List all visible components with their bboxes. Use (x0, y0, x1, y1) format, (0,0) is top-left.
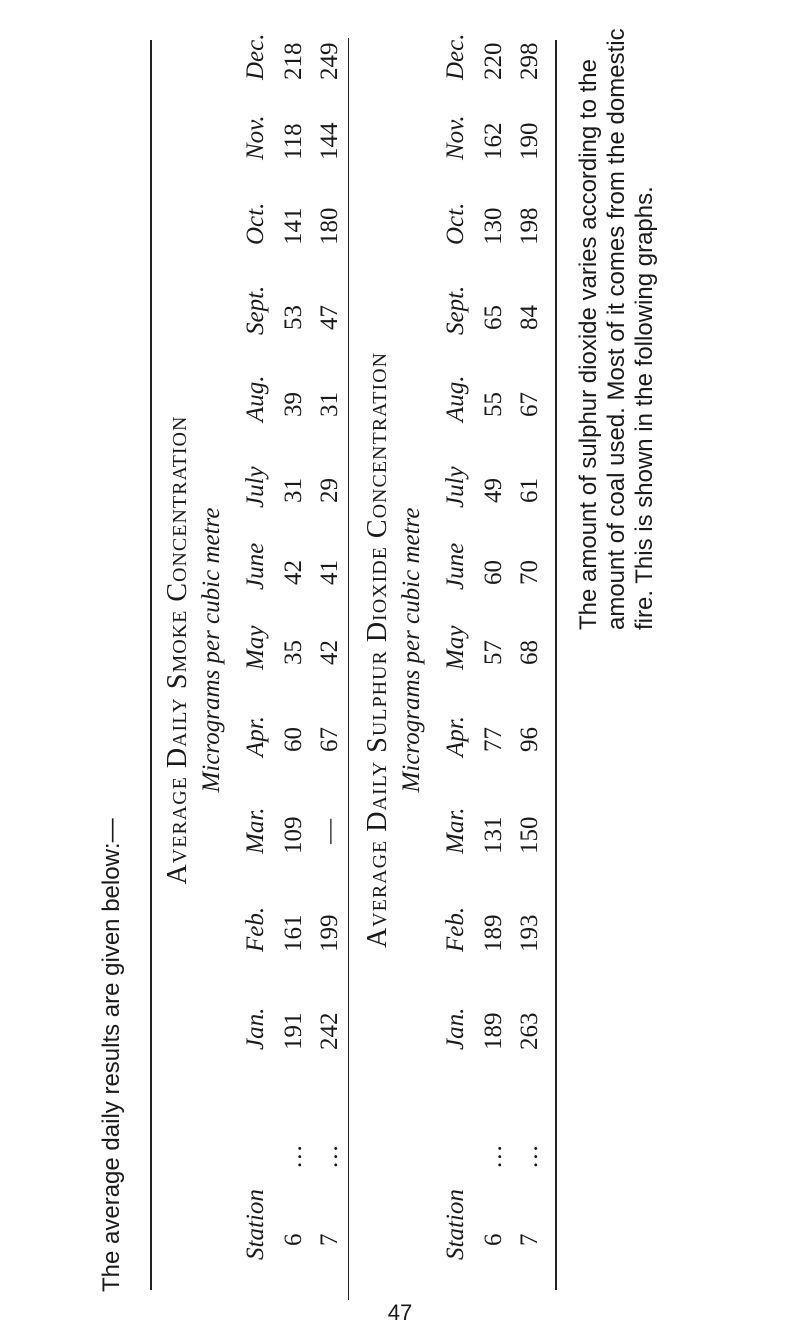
value-cell: 49 (480, 478, 507, 503)
smoke-row-station-6 (280, 40, 310, 1260)
value-cell: 144 (316, 122, 343, 160)
smoke-table-title: Average Daily Smoke Concentration (162, 415, 193, 885)
header-cell: July (442, 466, 469, 508)
value-cell: 42 (316, 640, 343, 665)
so2-table-title: Average Daily Sulphur Dioxide Concentration (362, 351, 393, 949)
station-cell: 7 (316, 1233, 343, 1246)
so2-table-subtitle: Micrograms per cubic metre (398, 507, 425, 793)
value-cell: 67 (516, 392, 543, 417)
header-cell: June (242, 542, 269, 590)
header-cell: Mar. (242, 807, 269, 854)
header-cell: Aug. (442, 375, 469, 422)
value-cell: 41 (316, 560, 343, 585)
value-cell: 191 (280, 1012, 307, 1050)
table-divider (348, 38, 349, 1300)
value-cell: 218 (280, 42, 307, 80)
leader-dots: ... (316, 1143, 343, 1168)
header-cell: May (442, 625, 469, 670)
leader-dots: ... (516, 1143, 543, 1168)
value-cell: 199 (316, 914, 343, 952)
value-cell: 77 (480, 727, 507, 752)
header-cell: Sept. (242, 285, 269, 335)
value-cell: 60 (280, 727, 307, 752)
so2-row-station-6 (480, 40, 510, 1260)
value-cell: 31 (316, 392, 343, 417)
value-cell: 190 (516, 122, 543, 160)
smoke-row-station-7 (316, 40, 346, 1260)
smoke-table-subtitle: Micrograms per cubic metre (198, 507, 225, 793)
header-cell: Nov. (442, 115, 469, 160)
value-cell: 96 (516, 727, 543, 752)
header-cell: Jan. (242, 1007, 269, 1050)
bottom-rule (555, 40, 557, 1290)
value-cell: 162 (480, 122, 507, 160)
so2-row-station-7 (516, 40, 546, 1260)
header-cell: Nov. (242, 115, 269, 160)
station-cell: 7 (516, 1233, 543, 1246)
value-cell: 220 (480, 42, 507, 80)
value-cell: 242 (316, 1012, 343, 1050)
value-cell: 31 (280, 478, 307, 503)
value-cell: 84 (516, 305, 543, 330)
header-cell: Feb. (242, 906, 269, 952)
value-cell: 35 (280, 640, 307, 665)
value-cell: 141 (280, 207, 307, 245)
leader-dots: ... (480, 1143, 507, 1168)
value-cell: 189 (480, 914, 507, 952)
header-cell: Oct. (442, 202, 469, 245)
value-cell: 150 (516, 816, 543, 854)
value-cell: 57 (480, 640, 507, 665)
value-cell: 67 (316, 727, 343, 752)
intro-text: The average daily results are given below:— (98, 818, 125, 1292)
top-rule (150, 40, 152, 1290)
station-cell: 6 (280, 1233, 307, 1246)
value-cell: 131 (480, 816, 507, 854)
so2-header-row (442, 33, 472, 1260)
value-cell: 55 (480, 392, 507, 417)
value-cell: 47 (316, 305, 343, 330)
header-cell: Station (242, 1189, 269, 1260)
caption-paragraph: The amount of sulphur dioxide varies according to the amount of coal used. Most of it comes from the domestic fire. This is shown in the following graphs. (575, 28, 658, 630)
value-cell: 298 (516, 42, 543, 80)
station-cell: 6 (480, 1233, 507, 1246)
value-cell: 249 (316, 42, 343, 80)
value-cell: 263 (516, 1012, 543, 1050)
header-cell: June (442, 542, 469, 590)
value-cell: 42 (280, 560, 307, 585)
value-cell: 29 (316, 478, 343, 503)
header-cell: Aug. (242, 375, 269, 422)
value-cell: 118 (280, 123, 307, 160)
value-cell: 193 (516, 914, 543, 952)
header-cell: Station (442, 1189, 469, 1260)
value-cell: — (316, 819, 343, 844)
value-cell: 39 (280, 392, 307, 417)
header-cell: Mar. (442, 807, 469, 854)
smoke-header-row (242, 33, 272, 1260)
value-cell: 61 (516, 478, 543, 503)
value-cell: 53 (280, 305, 307, 330)
header-cell: Jan. (442, 1007, 469, 1050)
leader-dots: ... (280, 1143, 307, 1168)
header-cell: May (242, 625, 269, 670)
header-cell: Oct. (242, 202, 269, 245)
value-cell: 189 (480, 1012, 507, 1050)
header-cell: Sept. (442, 285, 469, 335)
header-cell: Apr. (442, 716, 469, 757)
value-cell: 60 (480, 560, 507, 585)
value-cell: 65 (480, 305, 507, 330)
page-number: 47 (387, 1300, 413, 1325)
header-cell: July (242, 466, 269, 508)
value-cell: 70 (516, 560, 543, 585)
value-cell: 180 (316, 207, 343, 245)
value-cell: 130 (480, 207, 507, 245)
value-cell: 109 (280, 816, 307, 854)
header-cell: Feb. (442, 906, 469, 952)
value-cell: 161 (280, 914, 307, 952)
value-cell: 68 (516, 640, 543, 665)
header-cell: Apr. (242, 716, 269, 757)
header-cell: Dec. (242, 33, 269, 80)
header-cell: Dec. (442, 33, 469, 80)
value-cell: 198 (516, 207, 543, 245)
